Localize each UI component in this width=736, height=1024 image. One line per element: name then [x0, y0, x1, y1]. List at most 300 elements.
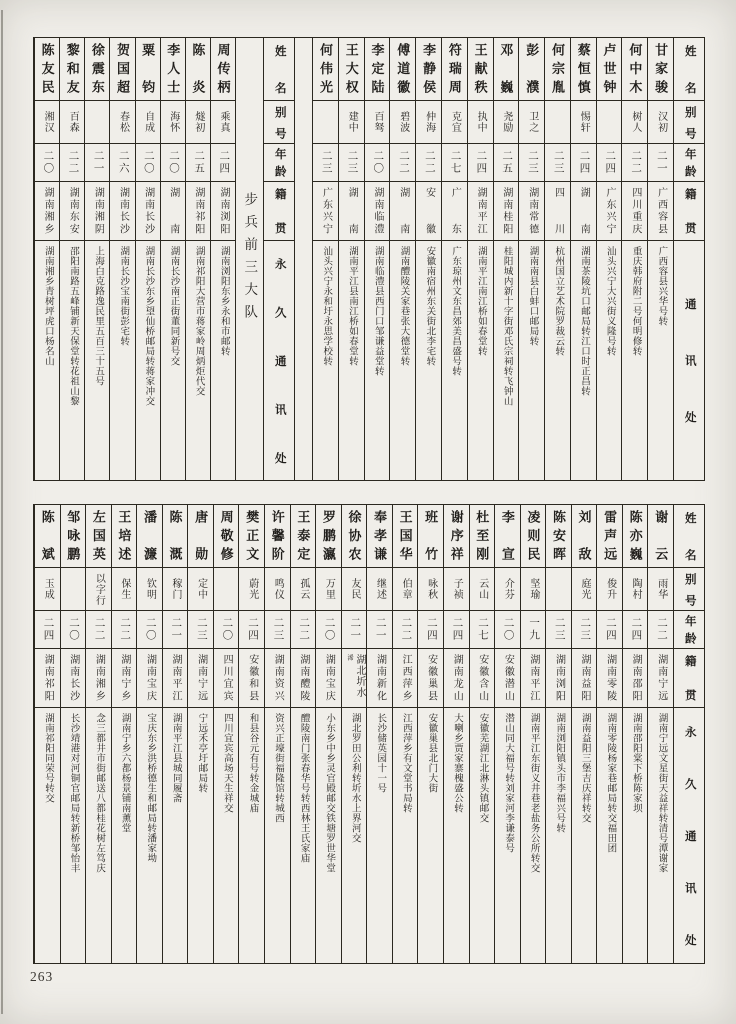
- person-name-text: 王培述: [116, 509, 132, 563]
- person-address-cell: [442, 241, 467, 480]
- person-origin-cell: [214, 649, 239, 708]
- person-age: [451, 617, 462, 642]
- person-address-text: 湖南宁远文星街天益祥转清号潭谢家: [656, 713, 667, 873]
- person-alias: [372, 111, 382, 133]
- person-origin: [144, 654, 154, 702]
- person-address-text: 大喇乡贾家寨槐盛公转: [451, 713, 462, 813]
- person-alias-text: 汉初: [655, 111, 667, 133]
- person-name-cell: [35, 505, 60, 568]
- person-address-cell: [521, 708, 546, 963]
- person-name-cell: [214, 505, 239, 568]
- person-alias-cell: [648, 568, 673, 611]
- person-name: [450, 510, 463, 562]
- person-name-text: 李宣: [499, 509, 515, 563]
- person-origin: [656, 187, 666, 235]
- person-address-cell: [622, 241, 647, 480]
- person-address-cell: [136, 241, 160, 480]
- person-age-cell: [571, 144, 596, 182]
- person-name-cell: [163, 505, 188, 568]
- person-address: [298, 713, 308, 863]
- roster-entry: [136, 505, 162, 963]
- person-age-cell: [110, 144, 134, 182]
- person-origin-text: 安徽巢县: [425, 654, 437, 702]
- person-origin-text: 湖南醴陵: [297, 654, 309, 702]
- person-alias-cell: [571, 101, 596, 144]
- person-alias-cell: [112, 568, 137, 611]
- person-age-cell: [35, 144, 59, 182]
- person-origin-cell: [468, 182, 493, 241]
- person-alias-cell: [339, 101, 364, 144]
- person-origin-text: 安徽潜山: [502, 654, 514, 702]
- person-age-text: 二一: [655, 150, 667, 175]
- person-name-cell: [545, 38, 570, 101]
- person-name-cell: [470, 505, 495, 568]
- person-alias-text: 定中: [195, 578, 207, 600]
- roster-entry: [647, 38, 673, 480]
- roster-entry: [187, 505, 213, 963]
- person-address-text: 湖南长沙南正街董同新号交: [168, 246, 179, 366]
- person-address: [630, 713, 640, 813]
- person-alias: [272, 578, 282, 600]
- person-origin-cell: [648, 649, 673, 708]
- person-origin-cell: [85, 182, 109, 241]
- person-address-cell: [110, 241, 134, 480]
- roster-entry: [520, 505, 546, 963]
- person-origin: [119, 654, 129, 702]
- person-address-cell: [367, 708, 392, 963]
- person-name-cell: [265, 505, 290, 568]
- person-origin-cell: [495, 649, 520, 708]
- person-name-text: 何宗胤: [549, 42, 565, 96]
- person-address-text: 潜山同大福号转刘家河李谦泰号: [503, 713, 514, 853]
- person-age: [475, 150, 486, 175]
- person-name-cell: [572, 505, 597, 568]
- person-age: [502, 617, 513, 642]
- person-alias: [67, 111, 77, 133]
- person-age: [42, 617, 53, 642]
- header-cell-name: [674, 505, 704, 568]
- person-origin-cell: [623, 649, 648, 708]
- person-origin-cell: [546, 649, 571, 708]
- person-name-text: 杜至刚: [474, 509, 490, 563]
- section-title: 步兵前三大队: [242, 191, 258, 327]
- person-origin: [502, 654, 512, 702]
- person-address: [193, 246, 203, 396]
- person-age-text: 二二: [298, 617, 310, 642]
- person-origin-cell: [316, 649, 341, 708]
- roster-entry: [417, 505, 443, 963]
- person-origin: [426, 654, 436, 702]
- person-name-text: 彭濮: [524, 42, 540, 96]
- person-address-cell: [211, 241, 235, 480]
- person-alias: [375, 578, 385, 600]
- person-address: [579, 246, 589, 396]
- person-age-text: 二二: [423, 150, 435, 175]
- person-age-text: 二〇: [144, 617, 156, 642]
- person-address: [450, 246, 460, 376]
- person-name: [141, 43, 154, 95]
- person-address-text: 汕头兴宁永和圩永思学校转: [321, 246, 332, 366]
- person-alias-cell: [137, 568, 162, 611]
- person-origin-text: 湖南宁远: [655, 654, 667, 702]
- person-age-cell: [61, 611, 86, 649]
- roster-entry: [59, 38, 84, 480]
- person-name: [603, 510, 616, 562]
- person-alias: [656, 111, 666, 133]
- person-alias-cell: [239, 568, 264, 611]
- person-address: [372, 246, 382, 376]
- section-title-column: [235, 38, 263, 480]
- person-name-text: 周敬修: [218, 509, 234, 563]
- person-address: [196, 713, 206, 793]
- person-name: [271, 510, 284, 562]
- person-origin-cell: [416, 182, 441, 241]
- person-alias-text: 子祯: [451, 578, 463, 600]
- person-alias-cell: [214, 568, 239, 611]
- person-alias: [247, 578, 257, 600]
- person-alias: [630, 578, 640, 600]
- person-alias-text: 继述: [374, 578, 386, 600]
- person-age: [68, 617, 79, 642]
- header-label: 姓名: [683, 44, 696, 94]
- person-name: [474, 43, 487, 95]
- person-name-text: 潘濂: [141, 509, 157, 563]
- person-alias: [528, 578, 538, 600]
- person-origin: [579, 654, 589, 702]
- person-origin-cell: [597, 649, 622, 708]
- person-name: [92, 510, 105, 562]
- person-address-cell: [546, 708, 571, 963]
- person-address-text: 安徽南宿州东关街北李宅转: [424, 246, 435, 366]
- person-name-cell: [648, 505, 673, 568]
- person-address-text: 湖南邵阳棠下桥陈家坝: [630, 713, 641, 813]
- person-address: [503, 713, 513, 853]
- person-address: [553, 246, 563, 356]
- person-address-cell: [313, 241, 338, 480]
- person-name-text: 班竹: [423, 509, 439, 563]
- person-name-cell: [342, 505, 367, 568]
- person-origin-text: 湖北圻水: [353, 654, 365, 699]
- person-address: [218, 246, 228, 356]
- person-age-text: 二四: [604, 150, 616, 175]
- person-origin-cell: [648, 182, 673, 241]
- person-address: [170, 713, 180, 803]
- person-name-cell: [316, 505, 341, 568]
- person-age: [195, 617, 206, 642]
- roster-entry: [570, 38, 596, 480]
- person-name-cell: [137, 505, 162, 568]
- person-age-cell: [444, 611, 469, 649]
- person-age: [320, 150, 331, 175]
- person-alias-text: 鸣仪: [272, 578, 284, 600]
- header-label: 永久通讯处: [273, 257, 286, 464]
- person-alias: [349, 578, 359, 600]
- person-age: [349, 617, 360, 642]
- person-alias-text: 蔚光: [246, 578, 258, 600]
- person-name-cell: [211, 38, 235, 101]
- person-name: [654, 43, 667, 95]
- roster-entry: [85, 505, 111, 963]
- roster-entry: [596, 505, 622, 963]
- person-name-cell: [418, 505, 443, 568]
- person-age-text: 二〇: [142, 150, 154, 175]
- person-age-text: 二四: [218, 150, 230, 175]
- person-address-text: 湖南醴陵关家巷张大德堂转: [398, 246, 409, 366]
- header-label: 姓名: [683, 511, 696, 561]
- person-name-text: 王泰定: [295, 509, 311, 563]
- person-age-text: 二二: [400, 617, 412, 642]
- person-alias: [451, 578, 461, 600]
- roster-entry: [109, 38, 134, 480]
- person-origin: [372, 187, 382, 235]
- person-alias-cell: [85, 101, 109, 144]
- person-address-cell: [623, 708, 648, 963]
- person-address-cell: [444, 708, 469, 963]
- person-name-text: 粟钧: [140, 42, 156, 96]
- person-address-text: 湖南平江县南江桥如春堂转: [346, 246, 357, 366]
- person-age-text: 二二: [119, 617, 131, 642]
- person-alias-cell: [597, 568, 622, 611]
- person-name-cell: [239, 505, 264, 568]
- person-age: [655, 617, 666, 642]
- person-alias-cell: [265, 568, 290, 611]
- person-origin-text: 湖南新化: [374, 654, 386, 702]
- person-age-text: 二二: [398, 150, 410, 175]
- person-address-cell: [648, 241, 673, 480]
- header-cell-alias: [674, 568, 704, 611]
- person-name-cell: [521, 505, 546, 568]
- person-alias-cell: [416, 101, 441, 144]
- person-address-cell: [339, 241, 364, 480]
- person-alias-cell: [313, 101, 338, 144]
- person-origin-text: 湖南湘乡: [42, 187, 54, 235]
- person-age-text: 二四: [475, 150, 487, 175]
- person-origin-text: 湖南浏阳: [553, 654, 565, 702]
- person-age: [526, 150, 537, 175]
- person-origin-cell: [444, 649, 469, 708]
- person-age: [272, 617, 283, 642]
- person-age-text: 二四: [578, 150, 590, 175]
- person-alias-text: 万里: [323, 578, 335, 600]
- person-alias-text: 介芬: [502, 578, 514, 600]
- person-name: [577, 43, 590, 95]
- roster-entry: [469, 505, 495, 963]
- person-alias-cell: [418, 568, 443, 611]
- person-name: [169, 510, 182, 562]
- person-age-text: 二〇: [323, 617, 335, 642]
- person-age-cell: [418, 611, 443, 649]
- person-alias-text: 伯章: [400, 578, 412, 600]
- person-origin: [346, 187, 356, 235]
- person-age-text: 二三: [553, 617, 565, 642]
- person-address-cell: [519, 241, 544, 480]
- header-label: 年龄: [273, 148, 286, 177]
- person-address-text: 湖南祁阳同荣号转交: [42, 713, 53, 803]
- person-address: [656, 713, 666, 873]
- person-address-text: 重庆韩府附二号何明修转: [630, 246, 641, 356]
- person-address-cell: [571, 241, 596, 480]
- person-age: [398, 150, 409, 175]
- person-age-text: 二四: [630, 617, 642, 642]
- person-age: [298, 617, 309, 642]
- person-address-text: 湖南茶陵坑口邮局转江口时正昌转: [579, 246, 590, 396]
- person-alias-text: 春松: [117, 111, 129, 133]
- person-age: [372, 150, 383, 175]
- person-alias-cell: [468, 101, 493, 144]
- person-origin: [218, 187, 228, 235]
- person-alias-text: 百驽: [372, 111, 384, 133]
- person-address-cell: [291, 708, 316, 963]
- header-cell-alias: [264, 101, 294, 144]
- person-origin-text: 湖南宁远: [195, 654, 207, 702]
- person-address-cell: [365, 241, 390, 480]
- person-name-cell: [390, 38, 415, 101]
- person-name-cell: [367, 505, 392, 568]
- person-name: [166, 43, 179, 95]
- roster-entry: [34, 38, 59, 480]
- person-origin-text: 安徽: [423, 187, 435, 235]
- person-origin: [475, 187, 485, 235]
- person-alias-text: 乘真: [217, 111, 229, 133]
- header-cell-origin: [674, 649, 704, 708]
- person-address-cell: [572, 708, 597, 963]
- person-name-text: 陈友民: [39, 42, 55, 96]
- person-address-cell: [648, 708, 673, 963]
- section-title-cell: [236, 38, 263, 480]
- person-name: [525, 43, 538, 95]
- person-origin: [168, 187, 178, 235]
- person-alias: [117, 111, 127, 133]
- person-name: [143, 510, 156, 562]
- person-alias-cell: [545, 101, 570, 144]
- person-alias: [196, 578, 206, 600]
- person-address: [501, 246, 511, 406]
- person-origin-text: 湖南常德: [526, 187, 538, 235]
- person-alias-text: 咏秋: [425, 578, 437, 600]
- person-address-text: 湖南浏阳东乡永和市邮转: [218, 246, 229, 356]
- person-origin-cell: [186, 182, 210, 241]
- person-origin: [449, 187, 459, 235]
- person-name: [475, 510, 488, 562]
- person-age-cell: [211, 144, 235, 182]
- person-address-text: 湖南浏阳镇头市李福兴号转: [554, 713, 565, 833]
- person-age-text: 二〇: [502, 617, 514, 642]
- header-label: 别号: [683, 572, 696, 606]
- person-alias: [579, 578, 589, 600]
- person-alias-cell: [60, 101, 84, 144]
- person-origin-text: 湖南宝庆: [323, 654, 335, 702]
- person-origin-text: 湖南湘乡: [93, 654, 105, 702]
- person-age-text: 二一: [170, 617, 182, 642]
- person-alias-cell: [291, 568, 316, 611]
- person-origin-text: 广西容县: [655, 187, 667, 235]
- person-age-cell: [342, 611, 367, 649]
- person-origin: [323, 654, 333, 702]
- person-name-cell: [85, 38, 109, 101]
- person-name-cell: [61, 505, 86, 568]
- person-name-cell: [597, 38, 622, 101]
- person-alias-cell: [622, 101, 647, 144]
- person-alias-text: 孤云: [297, 578, 309, 600]
- person-alias: [346, 111, 356, 133]
- person-name-cell: [393, 505, 418, 568]
- person-name-text: 周传柄: [215, 42, 231, 96]
- person-address: [604, 246, 614, 356]
- person-age: [578, 150, 589, 175]
- person-alias-text: 碧波: [397, 111, 409, 133]
- person-name-cell: [648, 38, 673, 101]
- person-address: [605, 713, 615, 853]
- person-address-cell: [265, 708, 290, 963]
- person-age-cell: [291, 611, 316, 649]
- person-origin: [424, 187, 434, 235]
- person-alias-text: 以字行: [93, 572, 105, 606]
- person-address-cell: [86, 708, 111, 963]
- person-age-cell: [519, 144, 544, 182]
- person-age: [630, 150, 641, 175]
- person-origin-cell: [367, 649, 392, 708]
- person-age: [477, 617, 488, 642]
- person-name-text: 谢云: [653, 509, 669, 563]
- person-origin-cell: [365, 182, 390, 241]
- person-alias-cell: [163, 568, 188, 611]
- person-alias-text: 惕轩: [578, 111, 590, 133]
- person-name-cell: [60, 38, 84, 101]
- person-address-text: 湖南祁阳大营市蒋家岭周炳炬代交: [193, 246, 204, 396]
- person-address: [324, 713, 334, 873]
- person-alias-cell: [393, 568, 418, 611]
- person-origin-text: 湖南: [346, 187, 358, 235]
- roster-entry: [544, 38, 570, 480]
- person-origin-text: 湖南平江: [475, 187, 487, 235]
- person-name-cell: [519, 38, 544, 101]
- person-name-text: 徐协农: [346, 509, 362, 563]
- person-age-cell: [546, 611, 571, 649]
- person-name-text: 邓巍: [498, 42, 514, 96]
- person-age: [579, 617, 590, 642]
- person-alias-text: 保生: [118, 578, 130, 600]
- person-alias-text: 尧励: [500, 111, 512, 133]
- person-alias-text: 云山: [476, 578, 488, 600]
- person-address: [247, 713, 257, 813]
- person-alias-cell: [35, 568, 60, 611]
- person-name-text: 王国华: [397, 509, 413, 563]
- person-alias: [42, 111, 52, 133]
- person-origin-cell: [61, 649, 86, 708]
- roster-entry: [389, 38, 415, 480]
- person-name-cell: [571, 38, 596, 101]
- person-alias: [218, 111, 228, 133]
- person-address-text: 资兴正壕街福隆馆转城西: [273, 713, 284, 823]
- roster-entry: [647, 505, 673, 963]
- person-alias-cell: [211, 101, 235, 144]
- person-address: [42, 246, 52, 366]
- person-name: [424, 510, 437, 562]
- person-origin-cell: [390, 182, 415, 241]
- person-age: [655, 150, 666, 175]
- header-label: 通讯处: [683, 298, 696, 423]
- person-age: [221, 617, 232, 642]
- bottom-roster-band: [33, 504, 705, 964]
- person-address-text: 长沙靖港对河铜官邮局转新桥邹怡丰: [68, 713, 79, 873]
- roster-entry: [415, 38, 441, 480]
- person-origin: [67, 187, 77, 235]
- person-age-text: 二四: [246, 617, 258, 642]
- person-name: [216, 43, 229, 95]
- header-cell-address: [264, 241, 294, 480]
- person-address-text: 湖南南县白蚌口邮局转: [527, 246, 538, 346]
- person-name: [66, 510, 79, 562]
